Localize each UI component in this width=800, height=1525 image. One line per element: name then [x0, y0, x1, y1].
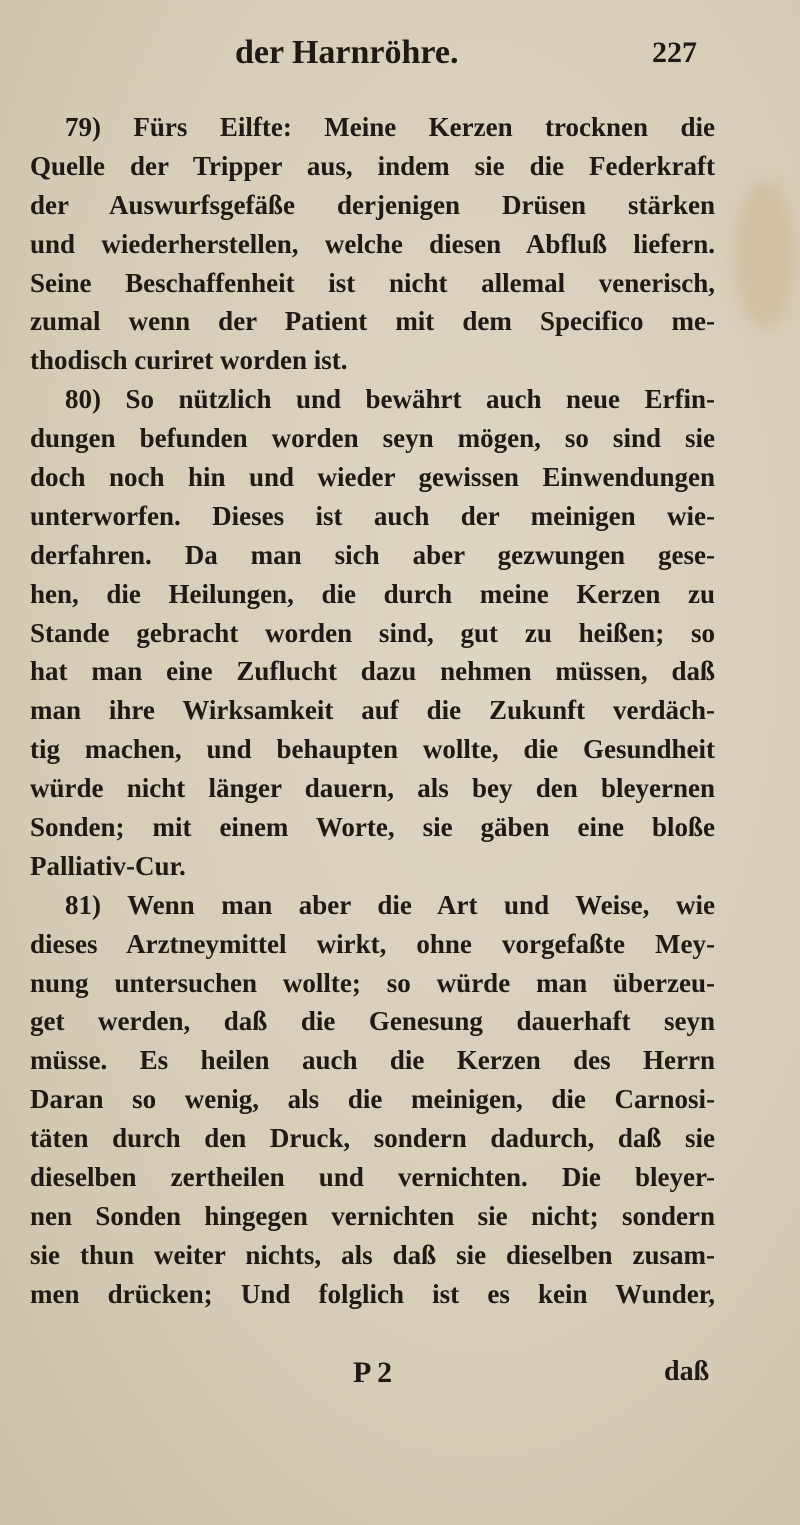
text-line: unterworfen. Dieses ist auch der meinigen wie-	[30, 500, 715, 531]
text-line: nen Sonden hingegen vernichten sie nicht; sondern	[30, 1200, 715, 1231]
text-line: und wiederherstellen, welche diesen Abfluß liefern.	[30, 228, 715, 259]
page-header	[0, 30, 800, 80]
text-line: hen, die Heilungen, die durch meine Kerzen zu	[30, 578, 715, 609]
text-line: get werden, daß die Genesung dauerhaft seyn	[30, 1006, 715, 1037]
text-line: dungen befunden worden seyn mögen, so sind sie	[30, 423, 715, 454]
text-line: Daran so wenig, als die meinigen, die Carnosi-	[30, 1084, 715, 1115]
text-line: Quelle der Tripper aus, indem sie die Federkraft	[30, 150, 715, 181]
page-footer	[0, 1356, 800, 1406]
text-line: dieses Arztneymittel wirkt, ohne vorgefaßte Mey-	[30, 928, 715, 959]
paper-stain	[735, 180, 795, 330]
text-line: 80) So nützlich und bewährt auch neue Erfin-	[65, 384, 715, 415]
text-line: täten durch den Druck, sondern dadurch, daß sie	[30, 1123, 715, 1154]
signature-mark: P 2	[353, 1356, 393, 1389]
text-line: 81) Wenn man aber die Art und Weise, wie	[65, 889, 715, 920]
text-line: dieselben zertheilen und vernichten. Die bleyer-	[30, 1162, 715, 1193]
page-number: 227	[652, 36, 697, 69]
text-line: sie thun weiter nichts, als daß sie dieselben zusam-	[30, 1239, 715, 1270]
text-line: hat man eine Zuflucht dazu nehmen müssen, daß	[30, 656, 715, 687]
text-line: doch noch hin und wieder gewissen Einwendungen	[30, 462, 715, 493]
text-line: man ihre Wirksamkeit auf die Zukunft verdäch-	[30, 695, 715, 726]
text-line: Seine Beschaffenheit ist nicht allemal venerisch,	[30, 267, 715, 298]
text-line: tig machen, und behaupten wollte, die Gesundheit	[30, 734, 715, 765]
text-line: müsse. Es heilen auch die Kerzen des Herrn	[30, 1045, 715, 1076]
text-line: men drücken; Und folglich ist es kein Wunder,	[30, 1278, 715, 1309]
catchword: daß	[664, 1356, 710, 1387]
text-line: Stande gebracht worden sind, gut zu heißen; so	[30, 617, 715, 648]
running-title: der Harnröhre.	[235, 34, 459, 71]
text-line: würde nicht länger dauern, als bey den bleyernen	[30, 773, 715, 804]
text-line: 79) Fürs Eilfte: Meine Kerzen trocknen die	[65, 112, 715, 142]
text-line: Palliativ-Cur.	[30, 850, 186, 881]
text-line: Sonden; mit einem Worte, sie gäben eine bloße	[30, 812, 715, 843]
text-line: thodisch curiret worden ist.	[30, 345, 348, 376]
text-line: der Auswurfsgefäße derjenigen Drüsen stärken	[30, 189, 715, 220]
text-line: nung untersuchen wollte; so würde man überzeu-	[30, 967, 715, 998]
text-line: zumal wenn der Patient mit dem Specifico me-	[30, 306, 715, 337]
page-body	[30, 108, 715, 1314]
text-line: derfahren. Da man sich aber gezwungen gese-	[30, 539, 715, 570]
